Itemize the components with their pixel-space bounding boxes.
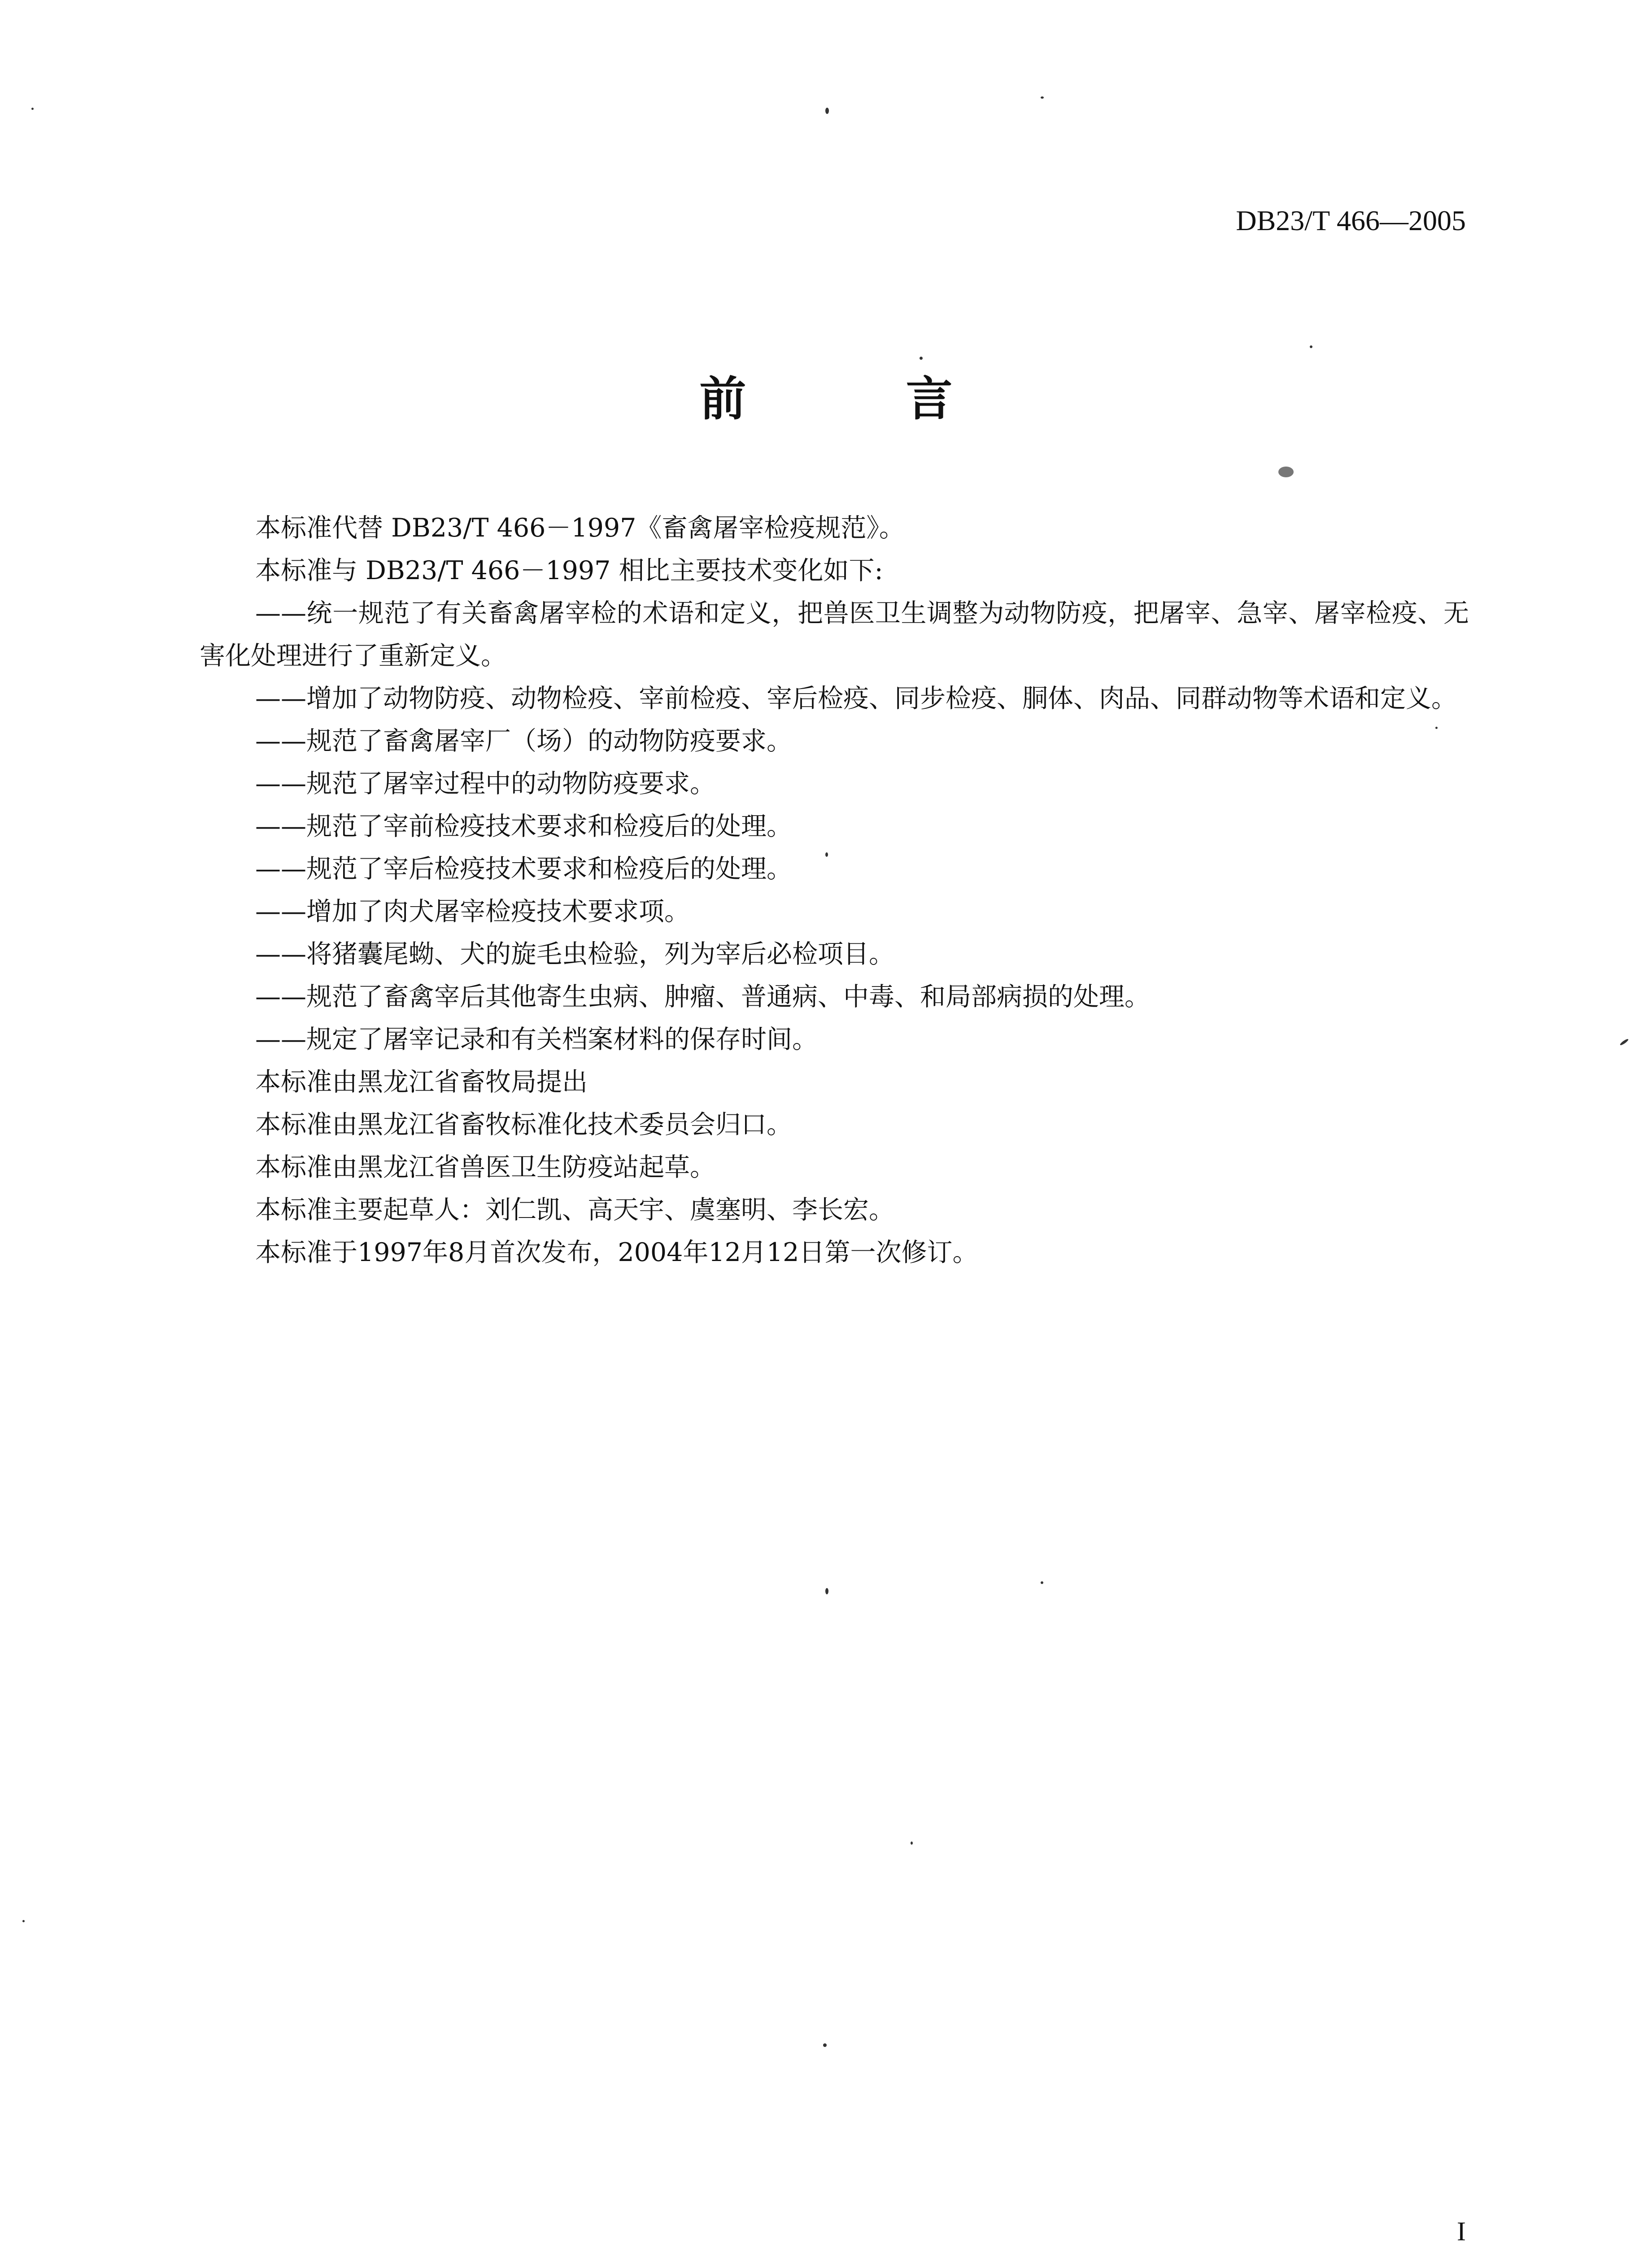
scan-speck <box>825 852 828 857</box>
scan-speck <box>1435 727 1438 729</box>
paragraph-change-postmortem: ——规范了宰后检疫技术要求和检疫后的处理。 <box>255 854 792 884</box>
scan-speck <box>825 108 829 114</box>
scan-speck <box>823 2043 827 2047</box>
paragraph-changes-intro: 本标准与 DB23/T 466－1997 相比主要技术变化如下: <box>255 556 883 585</box>
paragraph-replacement: 本标准代替 DB23/T 466－1997《畜禽屠宰检疫规范》。 <box>255 513 905 543</box>
paragraph-change-process-requirements: ——规范了屠宰过程中的动物防疫要求。 <box>255 769 715 799</box>
scan-speck <box>825 1588 828 1594</box>
paragraph-change-plant-requirements: ——规范了畜禽屠宰厂（场）的动物防疫要求。 <box>255 726 792 756</box>
scan-speck <box>1041 96 1044 99</box>
scan-speck <box>1278 467 1294 477</box>
document-code: DB23/T 466—2005 <box>1236 205 1466 236</box>
paragraph-change-premortem: ——规范了宰前检疫技术要求和检疫后的处理。 <box>255 812 792 841</box>
page-number: I <box>1457 2217 1466 2243</box>
paragraph-change-terms: ——统一规范了有关畜禽屠宰检的术语和定义，把兽医卫生调整为动物防疫，把屠宰、急宰、屠宰检疫、无害化处理进行了重新定义。 <box>200 598 1469 671</box>
paragraph-change-records: ——规定了屠宰记录和有关档案材料的保存时间。 <box>255 1025 818 1054</box>
scan-speck <box>1310 345 1312 348</box>
paragraph-proposer: 本标准由黑龙江省畜牧局提出 <box>255 1067 588 1097</box>
scan-speck <box>911 1842 913 1845</box>
paragraph-change-parasites: ——将猪囊尾蚴、犬的旋毛虫检验，列为宰后必检项目。 <box>255 939 894 969</box>
scan-speck <box>31 108 34 110</box>
foreword-body <box>200 507 1469 1274</box>
page-title: 前 言 <box>699 371 1024 426</box>
paragraph-change-dog-meat: ——增加了肉犬屠宰检疫技术要求项。 <box>255 897 690 926</box>
paragraph-change-other-diseases: ——规范了畜禽宰后其他寄生虫病、肿瘤、普通病、中毒、和局部病损的处理。 <box>255 982 1150 1012</box>
paragraph-publication-history: 本标准于1997年8月首次发布，2004年12月12日第一次修订。 <box>255 1238 978 1267</box>
scan-speck <box>22 1920 25 1922</box>
scan-speck <box>1041 1581 1043 1584</box>
paragraph-change-definitions: ——增加了动物防疫、动物检疫、宰前检疫、宰后检疫、同步检疫、胴体、肉品、同群动物等术语和定义。 <box>255 684 1457 713</box>
scan-speck <box>1619 1038 1629 1046</box>
paragraph-committee: 本标准由黑龙江省畜牧标准化技术委员会归口。 <box>255 1110 792 1139</box>
paragraph-drafters: 本标准主要起草人：刘仁凯、高天宇、虞塞明、李长宏。 <box>255 1195 894 1225</box>
scan-speck <box>920 357 923 360</box>
paragraph-drafting-unit: 本标准由黑龙江省兽医卫生防疫站起草。 <box>255 1152 715 1182</box>
